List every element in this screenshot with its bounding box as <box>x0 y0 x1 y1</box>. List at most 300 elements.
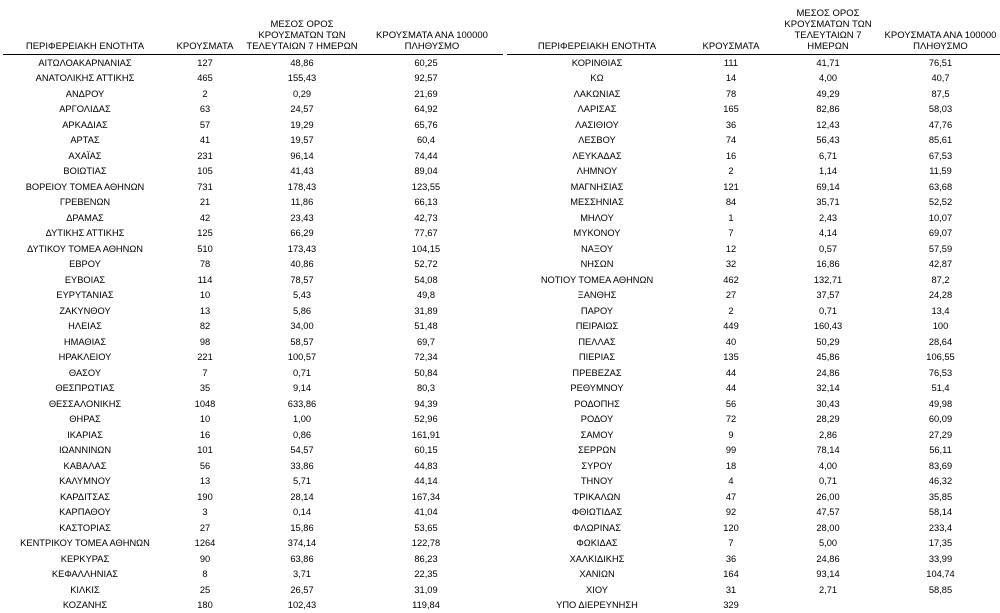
cell-region: ΣΕΡΡΩΝ <box>507 445 687 455</box>
cell-cases: 2 <box>687 306 775 316</box>
cell-per100k: 42,87 <box>881 259 1000 269</box>
cell-cases: 42 <box>167 213 243 223</box>
table-row <box>507 272 1000 288</box>
cell-per100k: 44,83 <box>361 461 491 471</box>
cell-per100k: 50,84 <box>361 368 491 378</box>
cell-per100k: 21,69 <box>361 89 491 99</box>
cell-avg7: 2,86 <box>775 430 881 440</box>
cell-region: ΛΕΣΒΟΥ <box>507 135 687 145</box>
cell-per100k: 65,76 <box>361 120 491 130</box>
cell-per100k: 60,25 <box>361 58 491 68</box>
cell-per100k: 64,92 <box>361 104 491 114</box>
table-row <box>3 164 503 180</box>
cell-cases: 44 <box>687 383 775 393</box>
table-row <box>3 288 503 304</box>
cell-avg7: 633,86 <box>243 399 361 409</box>
table-row <box>507 55 1000 71</box>
table-row <box>3 396 503 412</box>
cell-per100k: 119,84 <box>361 600 491 610</box>
cell-avg7: 54,57 <box>243 445 361 455</box>
cell-avg7: 24,57 <box>243 104 361 114</box>
cell-avg7: 47,57 <box>775 507 881 517</box>
table-row <box>507 210 1000 226</box>
cell-avg7: 1,00 <box>243 414 361 424</box>
cell-avg7: 11,86 <box>243 197 361 207</box>
cell-region: ΕΒΡΟΥ <box>3 259 167 269</box>
cell-per100k: 27,29 <box>881 430 1000 440</box>
cell-cases: 329 <box>687 600 775 610</box>
table-row <box>507 303 1000 319</box>
table-row <box>507 148 1000 164</box>
cell-region: ΚΑΒΑΛΑΣ <box>3 461 167 471</box>
cell-region: ΛΑΡΙΣΑΣ <box>507 104 687 114</box>
cell-avg7: 4,00 <box>775 461 881 471</box>
cell-per100k: 106,55 <box>881 352 1000 362</box>
cell-per100k: 80,3 <box>361 383 491 393</box>
cell-per100k: 10,07 <box>881 213 1000 223</box>
cell-avg7: 3,71 <box>243 569 361 579</box>
cell-region: ΘΕΣΠΡΩΤΙΑΣ <box>3 383 167 393</box>
table-row <box>507 86 1000 102</box>
cell-cases: 121 <box>687 182 775 192</box>
cell-cases: 125 <box>167 228 243 238</box>
table-row <box>507 195 1000 211</box>
cell-per100k: 51,4 <box>881 383 1000 393</box>
table-row <box>3 319 503 335</box>
cell-region: ΗΛΕΙΑΣ <box>3 321 167 331</box>
cell-per100k: 46,32 <box>881 476 1000 486</box>
cell-cases: 114 <box>167 275 243 285</box>
cell-region: ΙΩΑΝΝΙΝΩΝ <box>3 445 167 455</box>
cell-per100k: 33,99 <box>881 554 1000 564</box>
cell-cases: 74 <box>687 135 775 145</box>
cell-avg7: 78,14 <box>775 445 881 455</box>
cell-avg7: 12,43 <box>775 120 881 130</box>
cell-per100k: 57,59 <box>881 244 1000 254</box>
cell-region: ΑΡΚΑΔΙΑΣ <box>3 120 167 130</box>
cell-avg7: 63,86 <box>243 554 361 564</box>
cell-cases: 56 <box>167 461 243 471</box>
cell-cases: 221 <box>167 352 243 362</box>
cell-avg7: 32,14 <box>775 383 881 393</box>
cell-region: ΑΡΓΟΛΙΔΑΣ <box>3 104 167 114</box>
table-row <box>3 241 503 257</box>
table-row <box>507 365 1000 381</box>
cell-cases: 731 <box>167 182 243 192</box>
cell-region: ΡΕΘΥΜΝΟΥ <box>507 383 687 393</box>
cell-region: ΦΛΩΡΙΝΑΣ <box>507 523 687 533</box>
cell-cases: 465 <box>167 73 243 83</box>
cell-avg7: 26,00 <box>775 492 881 502</box>
cell-per100k: 54,08 <box>361 275 491 285</box>
cell-cases: 25 <box>167 585 243 595</box>
cell-cases: 2 <box>167 89 243 99</box>
table-row <box>3 334 503 350</box>
cell-per100k: 60,4 <box>361 135 491 145</box>
cell-cases: 1264 <box>167 538 243 548</box>
cell-cases: 44 <box>687 368 775 378</box>
cell-region: ΕΥΒΟΙΑΣ <box>3 275 167 285</box>
cell-per100k: 52,52 <box>881 197 1000 207</box>
cell-region: ΑΡΤΑΣ <box>3 135 167 145</box>
cell-per100k: 60,09 <box>881 414 1000 424</box>
table-row <box>507 164 1000 180</box>
cell-cases: 63 <box>167 104 243 114</box>
cell-cases: 164 <box>687 569 775 579</box>
cell-per100k: 92,57 <box>361 73 491 83</box>
cases-table-left <box>3 8 503 613</box>
cell-region: ΔΥΤΙΚΟΥ ΤΟΜΕΑ ΑΘΗΝΩΝ <box>3 244 167 254</box>
cell-per100k: 161,91 <box>361 430 491 440</box>
cell-cases: 18 <box>687 461 775 471</box>
cell-avg7: 30,43 <box>775 399 881 409</box>
cell-region: ΚΕΦΑΛΛΗΝΙΑΣ <box>3 569 167 579</box>
cell-avg7: 5,71 <box>243 476 361 486</box>
cell-per100k: 69,7 <box>361 337 491 347</box>
cell-avg7: 5,00 <box>775 538 881 548</box>
table-row <box>3 272 503 288</box>
cell-region: ΚΙΛΚΙΣ <box>3 585 167 595</box>
table-row <box>507 179 1000 195</box>
cell-avg7: 58,57 <box>243 337 361 347</box>
cell-region: ΑΧΑΪΑΣ <box>3 151 167 161</box>
cell-avg7: 102,43 <box>243 600 361 610</box>
table-row <box>3 443 503 459</box>
table-row <box>507 474 1000 490</box>
cell-cases: 47 <box>687 492 775 502</box>
cell-avg7: 78,57 <box>243 275 361 285</box>
cell-cases: 92 <box>687 507 775 517</box>
cell-region: ΡΟΔΟΥ <box>507 414 687 424</box>
table-row <box>3 86 503 102</box>
table-row <box>507 71 1000 87</box>
cell-per100k: 41,04 <box>361 507 491 517</box>
cell-avg7: 15,86 <box>243 523 361 533</box>
table-row <box>3 195 503 211</box>
cell-per100k: 94,39 <box>361 399 491 409</box>
table-row <box>507 567 1000 583</box>
table-row <box>507 381 1000 397</box>
cell-region: ΘΗΡΑΣ <box>3 414 167 424</box>
cell-region: ΜΗΛΟΥ <box>507 213 687 223</box>
cell-per100k: 87,2 <box>881 275 1000 285</box>
cell-region: ΛΑΚΩΝΙΑΣ <box>507 89 687 99</box>
cell-cases: 31 <box>687 585 775 595</box>
table-body <box>507 55 1000 613</box>
cell-per100k: 52,72 <box>361 259 491 269</box>
table-row <box>3 226 503 242</box>
cell-per100k: 24,28 <box>881 290 1000 300</box>
table-row <box>3 303 503 319</box>
cell-cases: 16 <box>687 151 775 161</box>
table-row <box>3 598 503 613</box>
cell-avg7: 0,14 <box>243 507 361 517</box>
cell-cases: 36 <box>687 554 775 564</box>
cell-per100k: 123,55 <box>361 182 491 192</box>
cell-per100k: 69,07 <box>881 228 1000 238</box>
table-row <box>3 257 503 273</box>
cell-avg7: 6,71 <box>775 151 881 161</box>
cell-region: ΜΕΣΣΗΝΙΑΣ <box>507 197 687 207</box>
cell-region: ΜΑΓΝΗΣΙΑΣ <box>507 182 687 192</box>
header-per100k: ΚΡΟΥΣΜΑΤΑ ΑΝΑ 100000 ΠΛΗΘΥΣΜΟ <box>373 30 491 52</box>
cell-region: ΧΑΝΙΩΝ <box>507 569 687 579</box>
table-row <box>3 102 503 118</box>
cell-avg7: 0,71 <box>243 368 361 378</box>
cell-cases: 462 <box>687 275 775 285</box>
cell-cases: 21 <box>167 197 243 207</box>
cell-avg7: 24,86 <box>775 554 881 564</box>
cell-region: ΚΑΡΠΑΘΟΥ <box>3 507 167 517</box>
cell-region: ΜΥΚΟΝΟΥ <box>507 228 687 238</box>
cell-region: ΔΥΤΙΚΗΣ ΑΤΤΙΚΗΣ <box>3 228 167 238</box>
cell-avg7: 100,57 <box>243 352 361 362</box>
cell-cases: 40 <box>687 337 775 347</box>
cell-per100k: 40,7 <box>881 73 1000 83</box>
table-row <box>507 241 1000 257</box>
table-row <box>3 427 503 443</box>
cell-region: ΓΡΕΒΕΝΩΝ <box>3 197 167 207</box>
cell-cases: 36 <box>687 120 775 130</box>
cell-cases: 8 <box>167 569 243 579</box>
cell-cases: 111 <box>687 58 775 68</box>
cell-per100k: 104,15 <box>361 244 491 254</box>
cell-avg7: 28,14 <box>243 492 361 502</box>
cell-region: ΠΙΕΡΙΑΣ <box>507 352 687 362</box>
cell-per100k: 52,96 <box>361 414 491 424</box>
table-row <box>507 443 1000 459</box>
table-row <box>3 365 503 381</box>
cell-region: ΝΑΞΟΥ <box>507 244 687 254</box>
table-row <box>3 458 503 474</box>
table-row <box>507 102 1000 118</box>
cell-per100k: 22,35 <box>361 569 491 579</box>
cell-region: ΒΟΙΩΤΙΑΣ <box>3 166 167 176</box>
cell-region: ΔΡΑΜΑΣ <box>3 213 167 223</box>
cell-avg7: 9,14 <box>243 383 361 393</box>
cell-avg7: 374,14 <box>243 538 361 548</box>
table-row <box>507 334 1000 350</box>
cell-region: ΠΑΡΟΥ <box>507 306 687 316</box>
cell-cases: 98 <box>167 337 243 347</box>
cell-cases: 35 <box>167 383 243 393</box>
cell-cases: 165 <box>687 104 775 114</box>
cell-avg7: 56,43 <box>775 135 881 145</box>
cell-cases: 99 <box>687 445 775 455</box>
cell-per100k: 47,76 <box>881 120 1000 130</box>
cell-avg7: 160,43 <box>775 321 881 331</box>
table-header <box>507 8 1000 55</box>
cell-region: ΞΑΝΘΗΣ <box>507 290 687 300</box>
cell-cases: 14 <box>687 73 775 83</box>
cell-region: ΚΕΝΤΡΙΚΟΥ ΤΟΜΕΑ ΑΘΗΝΩΝ <box>3 538 167 548</box>
cell-avg7: 41,43 <box>243 166 361 176</box>
cell-avg7: 4,14 <box>775 228 881 238</box>
cell-per100k: 58,85 <box>881 585 1000 595</box>
cell-per100k: 58,03 <box>881 104 1000 114</box>
cell-cases: 1048 <box>167 399 243 409</box>
cell-avg7: 19,57 <box>243 135 361 145</box>
header-avg7: ΜΕΣΟΣ ΟΡΟΣ ΚΡΟΥΣΜΑΤΩΝ ΤΩΝ ΤΕΛΕΥΤΑΙΩΝ 7 ΗΜΕΡΩΝ <box>243 19 361 52</box>
table-body <box>3 55 503 613</box>
cell-cases: 90 <box>167 554 243 564</box>
table-row <box>3 505 503 521</box>
cell-cases: 120 <box>687 523 775 533</box>
cell-avg7: 24,86 <box>775 368 881 378</box>
cell-avg7: 173,43 <box>243 244 361 254</box>
cell-avg7: 34,00 <box>243 321 361 331</box>
cell-per100k: 67,53 <box>881 151 1000 161</box>
cell-cases: 135 <box>687 352 775 362</box>
cell-cases: 7 <box>687 228 775 238</box>
cell-cases: 27 <box>167 523 243 533</box>
cell-avg7: 16,86 <box>775 259 881 269</box>
table-header <box>3 8 503 55</box>
cell-region: ΘΕΣΣΑΛΟΝΙΚΗΣ <box>3 399 167 409</box>
header-per100k: ΚΡΟΥΣΜΑΤΑ ΑΝΑ 100000 ΠΛΗΘΥΣΜΟ <box>881 30 1000 52</box>
cell-cases: 510 <box>167 244 243 254</box>
cell-cases: 1 <box>687 213 775 223</box>
cell-per100k: 31,89 <box>361 306 491 316</box>
cell-per100k: 44,14 <box>361 476 491 486</box>
cell-per100k: 76,53 <box>881 368 1000 378</box>
table-row <box>3 117 503 133</box>
table-row <box>3 133 503 149</box>
cell-region: ΗΡΑΚΛΕΙΟΥ <box>3 352 167 362</box>
cell-avg7: 5,43 <box>243 290 361 300</box>
table-row <box>507 489 1000 505</box>
cell-avg7: 0,71 <box>775 306 881 316</box>
cell-per100k: 58,14 <box>881 507 1000 517</box>
cell-avg7: 41,71 <box>775 58 881 68</box>
cell-avg7: 48,86 <box>243 58 361 68</box>
table-row <box>3 582 503 598</box>
cell-cases: 10 <box>167 290 243 300</box>
cell-cases: 41 <box>167 135 243 145</box>
cell-per100k: 76,51 <box>881 58 1000 68</box>
cell-region: ΧΑΛΚΙΔΙΚΗΣ <box>507 554 687 564</box>
cell-per100k: 74,44 <box>361 151 491 161</box>
cell-per100k: 11,59 <box>881 166 1000 176</box>
cell-region: ΧΙΟΥ <box>507 585 687 595</box>
cell-per100k: 49,8 <box>361 290 491 300</box>
table-row <box>507 551 1000 567</box>
table-row <box>3 474 503 490</box>
cell-cases: 127 <box>167 58 243 68</box>
header-region: ΠΕΡΙΦΕΡΕΙΑΚΗ ΕΝΟΤΗΤΑ <box>3 41 167 52</box>
table-row <box>3 210 503 226</box>
cell-region: ΠΕΛΛΑΣ <box>507 337 687 347</box>
cell-region: ΣΥΡΟΥ <box>507 461 687 471</box>
table-row <box>3 350 503 366</box>
table-row <box>3 489 503 505</box>
table-row <box>3 520 503 536</box>
cell-avg7: 0,57 <box>775 244 881 254</box>
cell-avg7: 0,86 <box>243 430 361 440</box>
table-row <box>507 319 1000 335</box>
cell-region: ΑΝΑΤΟΛΙΚΗΣ ΑΤΤΙΚΗΣ <box>3 73 167 83</box>
cell-per100k: 122,78 <box>361 538 491 548</box>
table-row <box>507 582 1000 598</box>
cell-cases: 190 <box>167 492 243 502</box>
cell-region: ΖΑΚΥΝΘΟΥ <box>3 306 167 316</box>
header-region: ΠΕΡΙΦΕΡΕΙΑΚΗ ΕΝΟΤΗΤΑ <box>507 41 687 52</box>
cell-avg7: 66,29 <box>243 228 361 238</box>
cell-per100k: 104,74 <box>881 569 1000 579</box>
cell-per100k: 72,34 <box>361 352 491 362</box>
cell-cases: 13 <box>167 476 243 486</box>
table-row <box>3 412 503 428</box>
header-cases: ΚΡΟΥΣΜΑΤΑ <box>167 41 243 52</box>
cell-per100k: 77,67 <box>361 228 491 238</box>
cell-cases: 101 <box>167 445 243 455</box>
cell-per100k: 35,85 <box>881 492 1000 502</box>
cell-per100k: 53,65 <box>361 523 491 533</box>
cell-region: ΘΑΣΟΥ <box>3 368 167 378</box>
cell-avg7: 0,71 <box>775 476 881 486</box>
cell-region: ΙΚΑΡΙΑΣ <box>3 430 167 440</box>
cell-region: ΦΩΚΙΔΑΣ <box>507 538 687 548</box>
cell-avg7: 28,29 <box>775 414 881 424</box>
table-row <box>507 458 1000 474</box>
cell-cases: 449 <box>687 321 775 331</box>
cell-cases: 4 <box>687 476 775 486</box>
cell-per100k: 87,5 <box>881 89 1000 99</box>
table-row <box>507 427 1000 443</box>
cell-region: ΛΑΣΙΘΙΟΥ <box>507 120 687 130</box>
cell-region: ΕΥΡΥΤΑΝΙΑΣ <box>3 290 167 300</box>
cell-region: ΛΕΥΚΑΔΑΣ <box>507 151 687 161</box>
cell-cases: 27 <box>687 290 775 300</box>
header-cases: ΚΡΟΥΣΜΑΤΑ <box>687 41 775 52</box>
cell-region: ΚΟΖΑΝΗΣ <box>3 600 167 610</box>
cell-per100k: 51,48 <box>361 321 491 331</box>
cell-cases: 7 <box>687 538 775 548</box>
cell-cases: 105 <box>167 166 243 176</box>
cell-avg7: 0,29 <box>243 89 361 99</box>
cell-per100k: 89,04 <box>361 166 491 176</box>
cell-region: ΚΕΡΚΥΡΑΣ <box>3 554 167 564</box>
cell-cases: 10 <box>167 414 243 424</box>
cell-avg7: 19,29 <box>243 120 361 130</box>
cell-avg7: 155,43 <box>243 73 361 83</box>
cell-region: ΚΟΡΙΝΘΙΑΣ <box>507 58 687 68</box>
table-row <box>507 520 1000 536</box>
cell-cases: 9 <box>687 430 775 440</box>
cases-table-right <box>507 8 1000 613</box>
cell-avg7: 93,14 <box>775 569 881 579</box>
table-row <box>3 381 503 397</box>
cell-region: ΒΟΡΕΙΟΥ ΤΟΜΕΑ ΑΘΗΝΩΝ <box>3 182 167 192</box>
cell-cases: 72 <box>687 414 775 424</box>
cell-cases: 82 <box>167 321 243 331</box>
table-row <box>3 148 503 164</box>
cell-region: ΚΑΡΔΙΤΣΑΣ <box>3 492 167 502</box>
table-row <box>507 396 1000 412</box>
table-row <box>507 133 1000 149</box>
cell-region: ΑΙΤΩΛΟΑΚΑΡΝΑΝΙΑΣ <box>3 58 167 68</box>
cell-region: ΤΗΝΟΥ <box>507 476 687 486</box>
cell-cases: 57 <box>167 120 243 130</box>
cell-cases: 16 <box>167 430 243 440</box>
cell-per100k: 42,73 <box>361 213 491 223</box>
cell-avg7: 50,29 <box>775 337 881 347</box>
cell-avg7: 2,43 <box>775 213 881 223</box>
cell-cases: 7 <box>167 368 243 378</box>
cell-avg7: 37,57 <box>775 290 881 300</box>
cell-per100k: 13,4 <box>881 306 1000 316</box>
table-row <box>507 288 1000 304</box>
